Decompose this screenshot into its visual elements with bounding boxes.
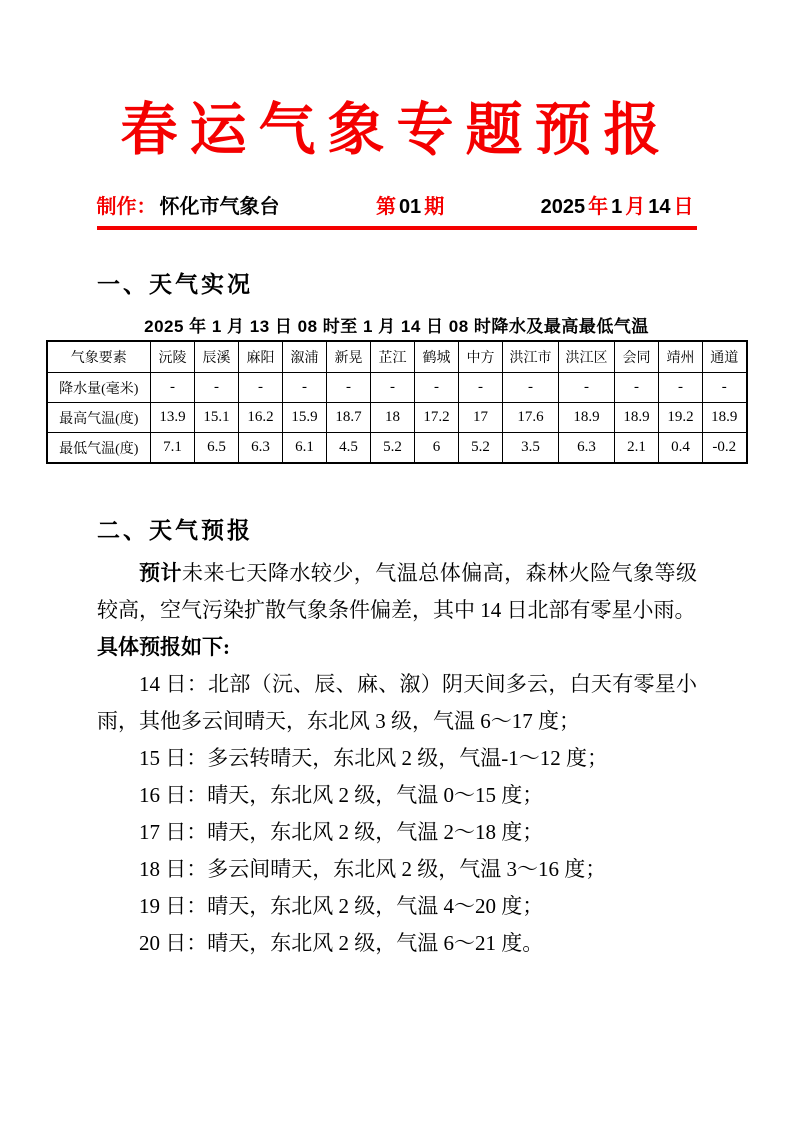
table-header-cell: 麻阳 [239,341,283,373]
date-year: 2025 [540,196,586,218]
table-header-cell: 气象要素 [47,341,151,373]
date-day-unit: 日 [673,196,694,218]
section1-heading: 一、天气实况 [97,271,253,297]
table-cell: - [659,373,703,403]
table-cell: 19.2 [659,403,703,433]
table-cell: 17.2 [415,403,459,433]
table-cell: 3.5 [503,433,559,463]
table-cell: 18.9 [559,403,615,433]
table-cell: - [195,373,239,403]
table-cell: 6 [415,433,459,463]
table-cell: - [283,373,327,403]
table-cell: -0.2 [703,433,747,463]
producer-block [97,190,283,219]
table-cell: 7.1 [151,433,195,463]
table-cell: 16.2 [239,403,283,433]
table-cell: 0.4 [659,433,703,463]
table-row-precipitation [47,373,747,403]
table-row-max-temp [47,403,747,433]
forecast-intro-lead: 预计 [139,560,182,585]
table-cell: 6.5 [195,433,239,463]
weather-table [46,340,748,464]
table-header-cell: 芷江 [371,341,415,373]
table-cell: 18.9 [615,403,659,433]
table-cell: - [615,373,659,403]
row-label: 最高气温(度) [47,403,151,433]
table-header-row [47,341,747,373]
table-header-cell: 鹤城 [415,341,459,373]
table-cell: 6.3 [239,433,283,463]
forecast-line-17: 17 日：晴天，东北风 2 级，气温 2～18 度； [139,819,544,844]
page-title: 春运气象专题预报 [120,99,673,162]
table-cell: 5.2 [371,433,415,463]
issue-block [376,190,447,219]
table-cell: - [239,373,283,403]
row-label: 降水量(毫米) [47,373,151,403]
table-header-cell: 沅陵 [151,341,195,373]
table-cell: 13.9 [151,403,195,433]
producer-label: 制作： [96,196,157,218]
table-cell: - [327,373,371,403]
table-cell: - [151,373,195,403]
table-cell: - [459,373,503,403]
forecast-line-14: 14 日：北部（沅、辰、麻、溆）阴天间多云，白天有零星小雨，其他多云间晴天，东北风 3 级，气温 6～17 度； [97,671,697,733]
forecast-intro [97,555,697,629]
issue-suffix: 期 [424,196,445,218]
table-header-cell: 会同 [615,341,659,373]
table-header-cell: 溆浦 [283,341,327,373]
table-cell: 18.7 [327,403,371,433]
forecast-line-19: 19 日：晴天，东北风 2 级，气温 4～20 度； [139,893,544,918]
date-month: 1 [611,196,623,218]
table-cell: 17.6 [503,403,559,433]
table-cell: 4.5 [327,433,371,463]
row-label: 最低气温(度) [47,433,151,463]
meta-row [97,190,697,219]
table-cell: 18.9 [703,403,747,433]
producer-value: 怀化市气象台 [159,196,280,218]
forecast-line-20: 20 日：晴天，东北风 2 级，气温 6～21 度。 [139,930,544,955]
forecast-line-15: 15 日：多云转晴天，东北风 2 级，气温-1～12 度； [139,745,608,770]
issue-number: 01 [398,196,422,218]
section2-heading: 二、天气预报 [97,516,253,543]
table-header-cell: 新晃 [327,341,371,373]
forecast-line-16: 16 日：晴天，东北风 2 级，气温 0～15 度； [139,782,544,807]
table-cell: - [503,373,559,403]
table-cell: 15.1 [195,403,239,433]
table-header-cell: 靖州 [659,341,703,373]
table-cell: 17 [459,403,503,433]
table-cell: 5.2 [459,433,503,463]
table-row-min-temp [47,433,747,463]
table-header-cell: 洪江区 [559,341,615,373]
date-month-unit: 月 [625,196,646,218]
date-year-unit: 年 [588,196,609,218]
table-cell: 15.9 [283,403,327,433]
table-header-cell: 洪江市 [503,341,559,373]
table-cell: 6.3 [559,433,615,463]
weather-table-title: 2025 年 1 月 13 日 08 时至 1 月 14 日 08 时降水及最高最低气温 [144,316,649,336]
table-cell: - [415,373,459,403]
table-cell: 18 [371,403,415,433]
table-cell: 6.1 [283,433,327,463]
detail-heading: 具体预报如下: [97,634,230,659]
table-header-cell: 中方 [459,341,503,373]
table-header-cell: 辰溪 [195,341,239,373]
table-cell: 2.1 [615,433,659,463]
table-cell: - [703,373,747,403]
table-cell: - [371,373,415,403]
issue-prefix: 第 [375,196,396,218]
date-day: 14 [648,196,671,218]
date-block [541,190,697,219]
header-rule [97,226,697,230]
table-header-cell: 通道 [703,341,747,373]
forecast-intro-rest: 未来七天降水较少，气温总体偏高，森林火险气象等级较高，空气污染扩散气象条件偏差，其中 14 日北部有零星小雨。 [97,560,698,622]
forecast-line-18: 18 日：多云间晴天，东北风 2 级，气温 3～16 度； [139,856,607,881]
table-cell: - [559,373,615,403]
